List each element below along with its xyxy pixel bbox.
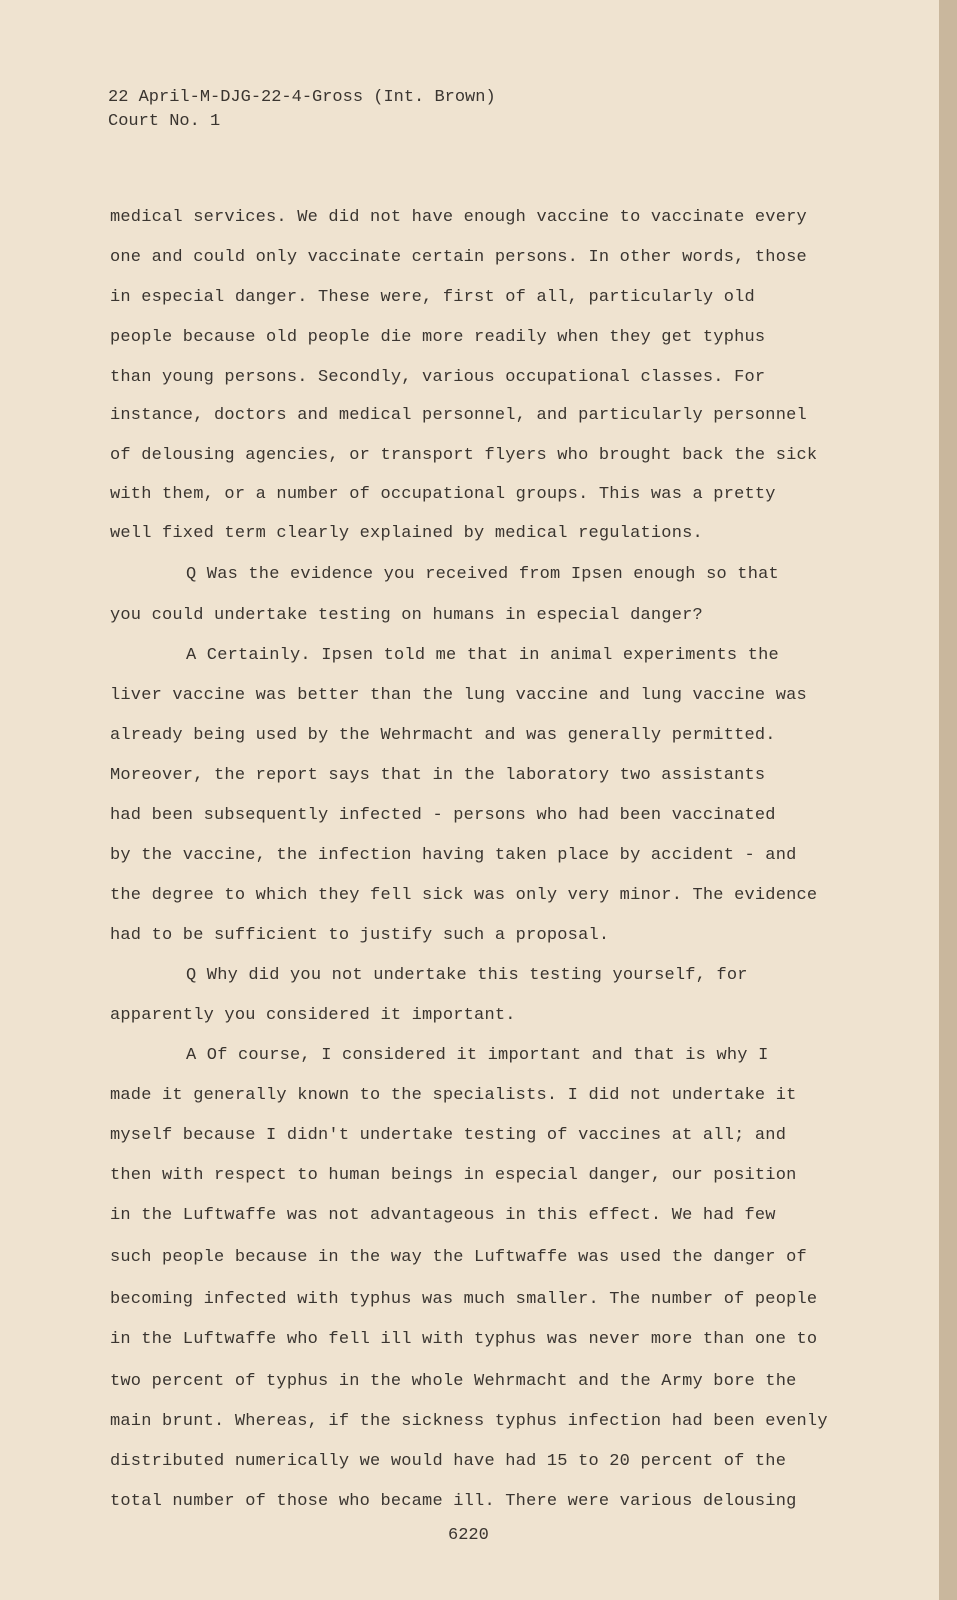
body-line: of delousing agencies, or transport flyers who brought back the sick [110,446,818,465]
body-line: in the Luftwaffe was not advantageous in this effect. We had few [110,1206,776,1225]
body-line: becoming infected with typhus was much smaller. The number of people [110,1290,818,1309]
body-line: main brunt. Whereas, if the sickness typhus infection had been evenly [110,1412,828,1431]
body-line: had been subsequently infected - persons who had been vaccinated [110,806,776,825]
body-line: apparently you considered it important. [110,1006,516,1025]
answer-line: A Certainly. Ipsen told me that in animal experiments the [186,646,779,665]
body-line: two percent of typhus in the whole Wehrmacht and the Army bore the [110,1372,797,1391]
body-line: Moreover, the report says that in the laboratory two assistants [110,766,766,785]
body-line: with them, or a number of occupational groups. This was a pretty [110,485,776,504]
body-line: had to be sufficient to justify such a proposal. [110,926,610,945]
body-line: you could undertake testing on humans in especial danger? [110,606,703,625]
body-line: well fixed term clearly explained by medical regulations. [110,524,703,543]
answer-line: A Of course, I considered it important and that is why I [186,1046,769,1065]
body-line: such people because in the way the Luftwaffe was used the danger of [110,1248,807,1267]
body-line: one and could only vaccinate certain persons. In other words, those [110,248,807,267]
body-line: medical services. We did not have enough vaccine to vaccinate every [110,208,807,227]
body-line: people because old people die more readily when they get typhus [110,328,766,347]
body-line: made it generally known to the specialists. I did not undertake it [110,1086,797,1105]
body-line: liver vaccine was better than the lung vaccine and lung vaccine was [110,686,807,705]
body-line: already being used by the Wehrmacht and was generally permitted. [110,726,776,745]
body-line: by the vaccine, the infection having taken place by accident - and [110,846,797,865]
body-line: in the Luftwaffe who fell ill with typhus was never more than one to [110,1330,818,1349]
header-court-number: Court No. 1 [108,112,221,131]
body-line: myself because I didn't undertake testing of vaccines at all; and [110,1126,787,1145]
body-line: instance, doctors and medical personnel, and particularly personnel [110,406,807,425]
body-line: in especial danger. These were, first of all, particularly old [110,288,755,307]
body-line: than young persons. Secondly, various occupational classes. For [110,368,766,387]
question-line: Q Why did you not undertake this testing yourself, for [186,966,748,985]
body-line: total number of those who became ill. There were various delousing [110,1492,797,1511]
header-case-reference: 22 April-M-DJG-22-4-Gross (Int. Brown) [108,88,496,107]
body-line: the degree to which they fell sick was only very minor. The evidence [110,886,818,905]
body-line: then with respect to human beings in especial danger, our position [110,1166,797,1185]
body-line: distributed numerically we would have had 15 to 20 percent of the [110,1452,787,1471]
question-line: Q Was the evidence you received from Ipsen enough so that [186,565,779,584]
page-header [108,86,496,134]
page-number: 6220 [448,1526,489,1545]
